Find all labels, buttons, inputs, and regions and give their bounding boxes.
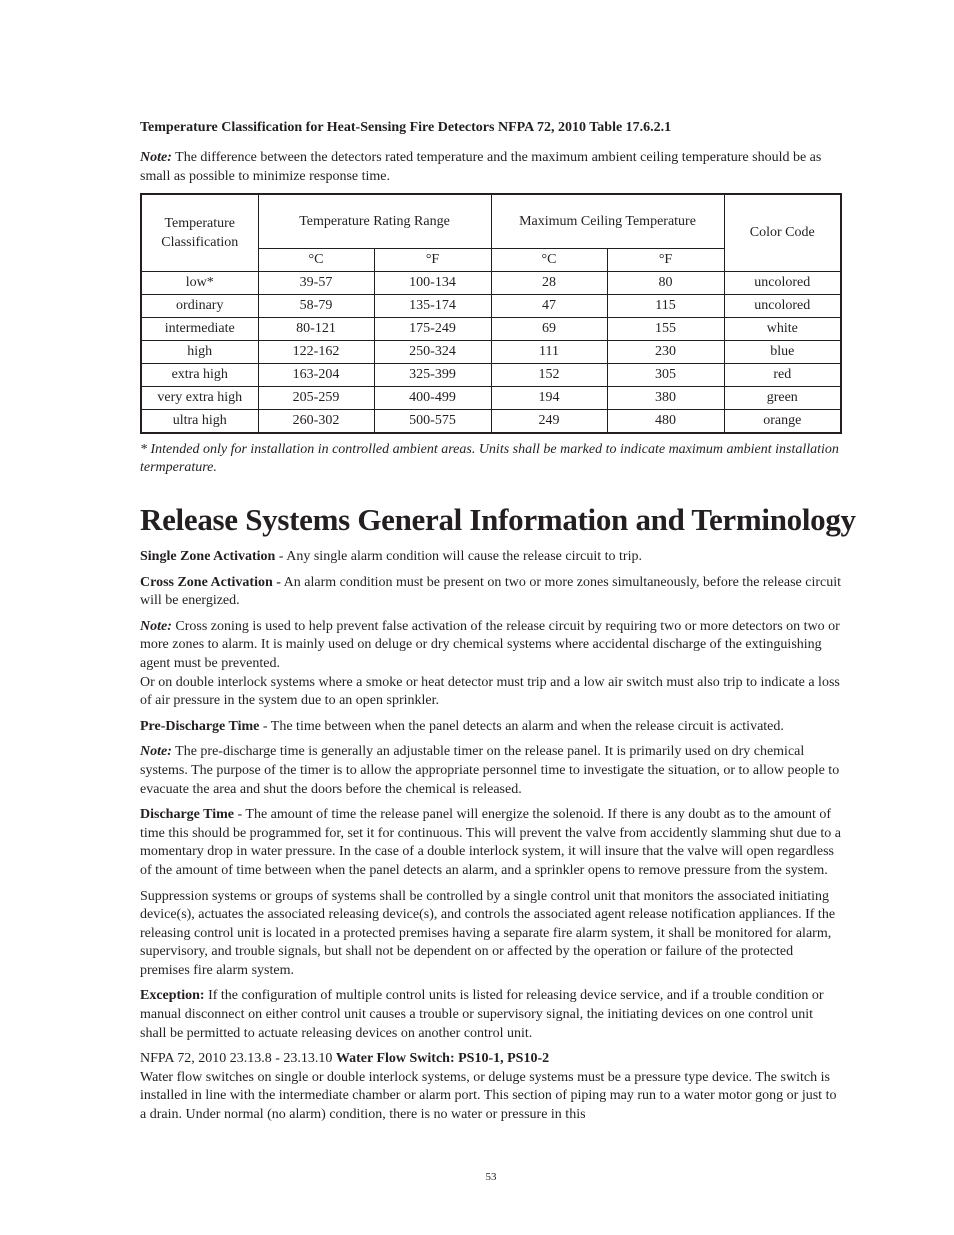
note-label: Note: (140, 618, 172, 634)
note-text: The pre-discharge time is generally an adjustable timer on the release panel. It is primarily used on dry chemical systems. The purpose of the timer is to allow the appropriate personnel time to investigate the situation, or to allow people to evacuate the area and shut the doors before the chemical is released. (140, 744, 840, 797)
cell-ceiling-f: 155 (607, 318, 724, 341)
table-row (141, 410, 841, 434)
cross-zone-paragraph (140, 574, 842, 611)
header-unit-c: °C (258, 249, 374, 272)
cell-classification: intermediate (141, 318, 258, 341)
cell-rating-c: 80-121 (258, 318, 374, 341)
cross-zone-note (140, 618, 842, 674)
cell-color-code: blue (724, 341, 841, 364)
cell-ceiling-f: 305 (607, 364, 724, 387)
cell-ceiling-f: 80 (607, 272, 724, 295)
table-footnote: * Intended only for installation in controlled ambient areas. Units shall be marked to indicate maximum ambient installation termperature. (140, 442, 839, 475)
cell-classification: high (141, 341, 258, 364)
cell-rating-c: 122-162 (258, 341, 374, 364)
note-label: Note: (140, 744, 172, 760)
table-row (141, 295, 841, 318)
cell-ceiling-f: 115 (607, 295, 724, 318)
cell-classification: ultra high (141, 410, 258, 434)
term-text: Water flow switches on single or double interlock systems, or deluge systems must be a pressure type device. The switch is installed in line with the intermediate chamber or alarm port. This section of piping may run to a water motor gong or just to a drain. Under normal (no alarm) condition, there is no water or pressure in this (140, 1069, 837, 1123)
note-label: Note: (140, 150, 172, 165)
term-text: An alarm condition must be present on two or more zones simultaneously, before the release circuit will be energized. (140, 574, 842, 609)
term-label: Cross Zone Activation - (140, 574, 281, 590)
cell-ceiling-c: 28 (491, 272, 607, 295)
discharge-paragraph (140, 806, 842, 880)
header-rating-range: Temperature Rating Range (258, 194, 491, 249)
cell-ceiling-f: 380 (607, 387, 724, 410)
cell-rating-f: 135-174 (374, 295, 491, 318)
table-row (141, 364, 841, 387)
cell-rating-f: 500-575 (374, 410, 491, 434)
header-unit-c: °C (491, 249, 607, 272)
cell-classification: very extra high (141, 387, 258, 410)
cell-rating-f: 175-249 (374, 318, 491, 341)
cell-rating-c: 58-79 (258, 295, 374, 318)
cell-ceiling-c: 152 (491, 364, 607, 387)
cell-ceiling-c: 47 (491, 295, 607, 318)
table-row (141, 318, 841, 341)
reference-text: NFPA 72, 2010 23.13.8 - 23.13.10 (140, 1051, 336, 1067)
cell-ceiling-c: 249 (491, 410, 607, 434)
pre-discharge-note (140, 743, 842, 799)
cell-ceiling-f: 230 (607, 341, 724, 364)
cell-ceiling-f: 480 (607, 410, 724, 434)
term-text: If the configuration of multiple control units is listed for releasing device service, and if a trouble condition or manual disconnect on either control unit causes a trouble or supervisory signal, the initiating devices on one control unit shall be permitted to actuate releasing devices on another control unit. (140, 988, 824, 1041)
single-zone-paragraph (140, 548, 842, 567)
term-label: Water Flow Switch: PS10-1, PS10-2 (335, 1051, 550, 1067)
cell-rating-c: 39-57 (258, 272, 374, 295)
cell-ceiling-c: 69 (491, 318, 607, 341)
table-row (141, 387, 841, 410)
cell-rating-f: 325-399 (374, 364, 491, 387)
cell-rating-c: 163-204 (258, 364, 374, 387)
double-interlock-paragraph: Or on double interlock systems where a smoke or heat detector must trip and a low air switch must also trip to indicate a loss of air pressure in the system due to an open sprinkler. (140, 674, 840, 709)
term-label: Pre-Discharge Time (140, 718, 260, 734)
pre-discharge-paragraph (140, 718, 842, 737)
cell-rating-c: 205-259 (258, 387, 374, 410)
section-heading: Release Systems General Information and Terminology (140, 502, 856, 537)
cell-color-code: uncolored (724, 295, 841, 318)
body-text (140, 548, 842, 1125)
cell-color-code: green (724, 387, 841, 410)
cell-classification: low* (141, 272, 258, 295)
cell-color-code: white (724, 318, 841, 341)
cell-rating-c: 260-302 (258, 410, 374, 434)
term-label: Exception: (140, 988, 205, 1004)
term-text: - The amount of time the release panel will energize the solenoid. If there is any doubt as to the amount of time this should be programmed for, set it for continuous. This will prevent the valve from accidently slamming shut due to a momentary drop in water pressure. In the case of a double interlock system, it will insure that the valve will open regardless of the amount of time between when the panel detects an alarm, and a sprinkler opens to remove pressure from the system. (140, 807, 841, 878)
page-number: 53 (485, 1171, 497, 1183)
header-unit-f: °F (607, 249, 724, 272)
term-text: - The time between when the panel detects an alarm and when the release circuit is activated. (259, 718, 784, 734)
header-max-ceiling: Maximum Ceiling Temperature (491, 194, 724, 249)
cell-rating-f: 250-324 (374, 341, 491, 364)
cell-color-code: red (724, 364, 841, 387)
cell-color-code: uncolored (724, 272, 841, 295)
header-classification: Temperature Classification (141, 194, 258, 272)
note-text: Cross zoning is used to help prevent false activation of the release circuit by requiring two or more detectors on two or more zones to alarm. It is mainly used on deluge or dry chemical systems where accidental discharge of the extinguishing agent must be prevented. (140, 618, 840, 671)
header-color-code: Color Code (724, 194, 841, 272)
cell-color-code: orange (724, 410, 841, 434)
term-text: - Any single alarm condition will cause the release circuit to trip. (275, 549, 642, 564)
cell-ceiling-c: 194 (491, 387, 607, 410)
water-flow-paragraph (140, 1050, 842, 1124)
table-row (141, 341, 841, 364)
cell-ceiling-c: 111 (491, 341, 607, 364)
cell-classification: extra high (141, 364, 258, 387)
suppression-paragraph: Suppression systems or groups of systems shall be controlled by a single control unit that monitors the associated initiating device(s), actuates the associated releasing device(s), and controls the associated agent release notification appliances. If the releasing control unit is located in a protected premises having a separate fire alarm system, it shall be monitored for alarm, supervisory, and trouble signals, but shall not be dependent on or affected by the operation or failure of the protected premises fire alarm system. (140, 888, 836, 978)
exception-paragraph (140, 987, 842, 1043)
cell-rating-f: 400-499 (374, 387, 491, 410)
table-row (141, 272, 841, 295)
cell-rating-f: 100-134 (374, 272, 491, 295)
cell-classification: ordinary (141, 295, 258, 318)
top-note (140, 148, 842, 186)
term-label: Single Zone Activation (140, 549, 276, 564)
temperature-classification-table (140, 193, 842, 434)
table-title: Temperature Classification for Heat-Sensing Fire Detectors NFPA 72, 2010 Table 17.6.2.1 (140, 120, 672, 135)
header-unit-f: °F (374, 249, 491, 272)
term-label: Discharge Time (140, 807, 234, 823)
note-text: The difference between the detectors rated temperature and the maximum ambient ceiling temperature should be as small as possible to minimize response time. (140, 150, 822, 184)
